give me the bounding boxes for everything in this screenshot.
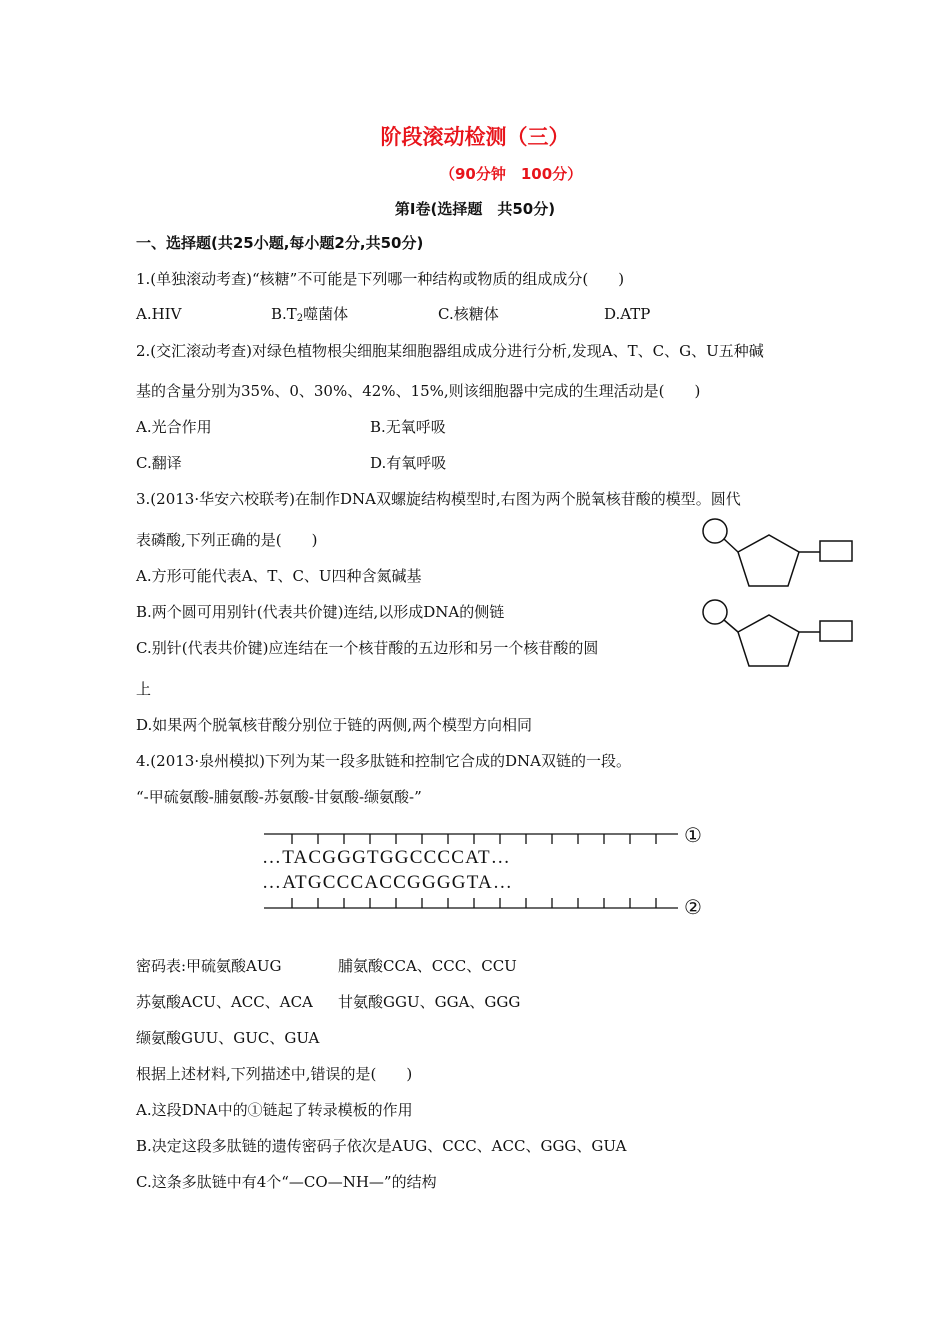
q1-option-c: C.核糖体 [438, 305, 499, 323]
volume-heading: 第Ⅰ卷(选择题 共50分) [394, 200, 556, 218]
q1-option-d: D.ATP [604, 305, 651, 323]
nucleotide-models-figure [695, 510, 865, 675]
q3-option-d: D.如果两个脱氧核苷酸分别位于链的两侧,两个模型方向相同 [136, 716, 533, 734]
q2-stem-line1: 2.(交汇滚动考查)对绿色植物根尖细胞某细胞器组成成分进行分析,发现A、T、C、G、U五种碱 [136, 342, 764, 360]
q1-option-a: A.HIV [136, 305, 182, 323]
q4-option-b: B.决定这段多肽链的遗传密码子依次是AUG、CCC、ACC、GGG、GUA [136, 1137, 627, 1155]
deoxyribose-pentagon-2 [738, 615, 799, 666]
q3-stem-line1: 3.(2013·华安六校联考)在制作DNA双螺旋结构模型时,右图为两个脱氧核苷酸的模型。圆代 [136, 490, 741, 508]
q2-option-d: D.有氧呼吸 [370, 454, 447, 472]
nucleotide-model-1 [703, 519, 852, 586]
q3-option-b: B.两个圆可用别针(代表共价键)连结,以形成DNA的侧链 [136, 603, 505, 621]
q2-stem-line2: 基的含量分别为35%、0、30%、42%、15%,则该细胞器中完成的生理活动是( ) [136, 382, 701, 400]
section-heading: 一、选择题(共25小题,每小题2分,共50分) [136, 234, 424, 252]
dna-strand-1-sequence: …TACGGGTGGCCCCAT… [262, 847, 512, 868]
phosphate-circle-2 [703, 600, 727, 624]
page-subtitle: （90分钟 100分） [440, 165, 583, 183]
nucleotide-model-2 [703, 600, 852, 666]
phosphate-circle-1 [703, 519, 727, 543]
strand1-ticks [292, 834, 656, 844]
q1-option-b [271, 304, 348, 329]
codon-table-row1-left: 密码表:甲硫氨酸AUG [136, 957, 282, 975]
q4-peptide: “-甲硫氨酸-脯氨酸-苏氨酸-甘氨酸-缬氨酸-” [136, 788, 422, 806]
q1-stem: 1.(单独滚动考查)“核糖”不可能是下列哪一种结构或物质的组成成分( ) [136, 270, 625, 288]
strand-1-label: ① [684, 823, 702, 847]
q3-option-c-line2: 上 [136, 680, 152, 698]
dna-double-strand-figure [262, 823, 722, 918]
strand2-ticks [292, 898, 656, 908]
base-square-2 [820, 621, 852, 641]
q2-option-c: C.翻译 [136, 454, 182, 472]
dna-backbone-lines [262, 823, 682, 918]
deoxyribose-pentagon-1 [738, 535, 799, 586]
base-square-1 [820, 541, 852, 561]
q4-stem: 4.(2013·泉州模拟)下列为某一段多肽链和控制它合成的DNA双链的一段。 [136, 752, 631, 770]
strand-2-label: ② [684, 895, 702, 919]
q3-option-c-line1: C.别针(代表共价键)应连结在一个核苷酸的五边形和另一个核苷酸的圆 [136, 639, 599, 657]
q4-option-c: C.这条多肽链中有4个“—CO—NH—”的结构 [136, 1173, 437, 1191]
phosphate-bond-1 [724, 539, 738, 552]
q4-option-a: A.这段DNA中的①链起了转录模板的作用 [136, 1101, 413, 1119]
q2-option-b: B.无氧呼吸 [370, 418, 446, 436]
codon-table-row2-left: 苏氨酸ACU、ACC、ACA [136, 993, 313, 1011]
q2-option-a: A.光合作用 [136, 418, 212, 436]
codon-table-row2-right: 甘氨酸GGU、GGA、GGG [338, 993, 521, 1011]
q4-question: 根据上述材料,下列描述中,错误的是( ) [136, 1065, 413, 1083]
dna-strand-2-sequence: …ATGCCCACCGGGGTA… [262, 872, 514, 893]
phosphate-bond-2 [724, 620, 738, 632]
q3-option-a: A.方形可能代表A、T、C、U四种含氮碱基 [136, 567, 422, 585]
q1-option-b-prefix: B.T [271, 305, 297, 323]
codon-table-row3: 缬氨酸GUU、GUC、GUA [136, 1029, 320, 1047]
codon-table-row1-right: 脯氨酸CCA、CCC、CCU [338, 957, 517, 975]
q1-option-b-sub: 2 [296, 313, 304, 324]
q1-option-b-suffix: 噬菌体 [303, 305, 349, 323]
page-title: 阶段滚动检测（三） [380, 125, 570, 149]
q3-stem-line2: 表磷酸,下列正确的是( ) [136, 531, 318, 549]
